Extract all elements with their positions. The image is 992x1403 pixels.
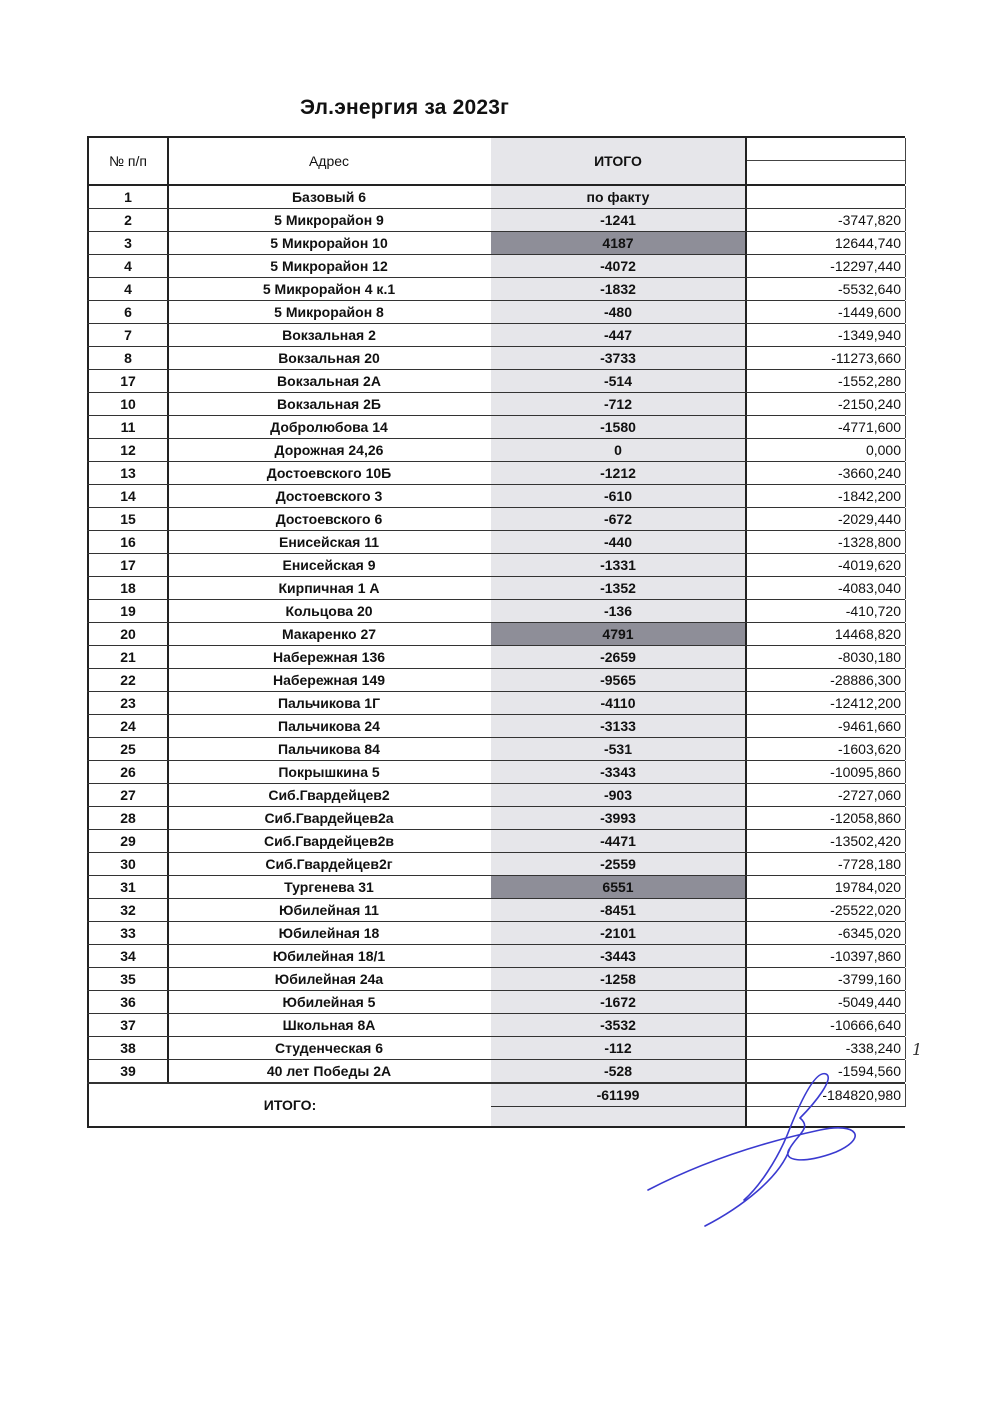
row-address: Достоевского 3	[167, 485, 493, 507]
row-address: Студенческая 6	[167, 1037, 493, 1059]
row-itogo: -514	[491, 370, 747, 392]
row-num: 37	[87, 1014, 169, 1036]
table-row	[87, 830, 905, 853]
table-row	[87, 209, 905, 232]
row-value: -4083,040	[747, 577, 906, 599]
row-num: 28	[87, 807, 169, 829]
row-address: Юбилейная 5	[167, 991, 493, 1013]
row-address: Покрышкина 5	[167, 761, 493, 783]
header-itogo: ИТОГО	[491, 138, 747, 184]
row-num: 12	[87, 439, 169, 461]
row-address: Добролюбова 14	[167, 416, 493, 438]
table-row	[87, 945, 905, 968]
row-num: 20	[87, 623, 169, 645]
row-address: Достоевского 6	[167, 508, 493, 530]
row-value: -12058,860	[747, 807, 906, 829]
row-num: 11	[87, 416, 169, 438]
table-row	[87, 554, 905, 577]
row-itogo: -672	[491, 508, 747, 530]
row-address: Набережная 149	[167, 669, 493, 691]
table-body	[87, 186, 905, 1083]
row-address: Тургенева 31	[167, 876, 493, 898]
row-num: 13	[87, 462, 169, 484]
table-row	[87, 462, 905, 485]
row-itogo: по факту	[491, 186, 747, 208]
row-itogo: -528	[491, 1060, 747, 1082]
row-value: 12644,740	[747, 232, 906, 254]
row-value	[747, 186, 906, 208]
table-row	[87, 853, 905, 876]
row-num: 14	[87, 485, 169, 507]
row-num: 10	[87, 393, 169, 415]
row-address: Вокзальная 20	[167, 347, 493, 369]
row-itogo: -531	[491, 738, 747, 760]
table-row	[87, 623, 905, 646]
row-itogo: -4110	[491, 692, 747, 714]
total-itogo: -61199	[491, 1084, 745, 1107]
row-value: -1552,280	[747, 370, 906, 392]
row-num: 35	[87, 968, 169, 990]
row-itogo: -9565	[491, 669, 747, 691]
table-row	[87, 761, 905, 784]
row-value: -10666,640	[747, 1014, 906, 1036]
row-value: -10095,860	[747, 761, 906, 783]
row-address: Юбилейная 11	[167, 899, 493, 921]
row-num: 34	[87, 945, 169, 967]
row-value: -3799,160	[747, 968, 906, 990]
table-row	[87, 922, 905, 945]
row-num: 6	[87, 301, 169, 323]
row-address: Набережная 136	[167, 646, 493, 668]
row-value: -1603,620	[747, 738, 906, 760]
row-address: 5 Микрорайон 12	[167, 255, 493, 277]
row-value: -1842,200	[747, 485, 906, 507]
row-address: Вокзальная 2Б	[167, 393, 493, 415]
row-address: Пальчикова 1Г	[167, 692, 493, 714]
row-value: -25522,020	[747, 899, 906, 921]
table-row	[87, 301, 905, 324]
table-row	[87, 784, 905, 807]
row-num: 39	[87, 1060, 169, 1082]
energy-table	[87, 136, 905, 1128]
row-num: 15	[87, 508, 169, 530]
row-address: Сиб.Гвардейцев2	[167, 784, 493, 806]
row-itogo: -3343	[491, 761, 747, 783]
row-num: 36	[87, 991, 169, 1013]
row-itogo: -712	[491, 393, 747, 415]
row-itogo: -1331	[491, 554, 747, 576]
row-itogo: -112	[491, 1037, 747, 1059]
row-itogo: -3133	[491, 715, 747, 737]
row-address: Енисейская 9	[167, 554, 493, 576]
table-row	[87, 531, 905, 554]
total-label: ИТОГО:	[87, 1084, 493, 1126]
row-value: -12297,440	[747, 255, 906, 277]
row-itogo: -1258	[491, 968, 747, 990]
row-value: -338,240	[747, 1037, 906, 1059]
row-num: 4	[87, 255, 169, 277]
row-num: 38	[87, 1037, 169, 1059]
row-value: -4019,620	[747, 554, 906, 576]
row-num: 4	[87, 278, 169, 300]
row-itogo: -1352	[491, 577, 747, 599]
row-num: 21	[87, 646, 169, 668]
row-itogo: -3733	[491, 347, 747, 369]
row-num: 17	[87, 554, 169, 576]
row-address: Юбилейная 18	[167, 922, 493, 944]
table-row	[87, 600, 905, 623]
table-row	[87, 186, 905, 209]
row-num: 18	[87, 577, 169, 599]
row-value: -1449,600	[747, 301, 906, 323]
row-num: 23	[87, 692, 169, 714]
row-itogo: -1832	[491, 278, 747, 300]
row-num: 30	[87, 853, 169, 875]
row-itogo: -3532	[491, 1014, 747, 1036]
table-row	[87, 439, 905, 462]
row-address: Достоевского 10Б	[167, 462, 493, 484]
row-itogo: -3443	[491, 945, 747, 967]
row-address: 5 Микрорайон 8	[167, 301, 493, 323]
table-row	[87, 485, 905, 508]
row-value: -12412,200	[747, 692, 906, 714]
row-address: Школьная 8А	[167, 1014, 493, 1036]
table-row	[87, 669, 905, 692]
header-address: Адрес	[167, 138, 493, 184]
row-value: -4771,600	[747, 416, 906, 438]
row-address: Пальчикова 24	[167, 715, 493, 737]
row-num: 8	[87, 347, 169, 369]
row-value: 0,000	[747, 439, 906, 461]
row-address: Базовый 6	[167, 186, 493, 208]
row-value: -3660,240	[747, 462, 906, 484]
row-itogo: -1212	[491, 462, 747, 484]
row-itogo: -8451	[491, 899, 747, 921]
row-itogo: -610	[491, 485, 747, 507]
header-value	[747, 138, 906, 184]
row-value: -28886,300	[747, 669, 906, 691]
row-num: 26	[87, 761, 169, 783]
row-value: -2029,440	[747, 508, 906, 530]
row-value: -1328,800	[747, 531, 906, 553]
table-row	[87, 416, 905, 439]
row-num: 3	[87, 232, 169, 254]
row-itogo: -3993	[491, 807, 747, 829]
row-address: 5 Микрорайон 9	[167, 209, 493, 231]
row-itogo: -447	[491, 324, 747, 346]
row-address: Кирпичная 1 А	[167, 577, 493, 599]
table-row	[87, 370, 905, 393]
row-value: 14468,820	[747, 623, 906, 645]
row-itogo: -2559	[491, 853, 747, 875]
row-address: Дорожная 24,26	[167, 439, 493, 461]
row-value: -1594,560	[747, 1060, 906, 1082]
row-num: 33	[87, 922, 169, 944]
row-itogo: -440	[491, 531, 747, 553]
row-value: -11273,660	[747, 347, 906, 369]
row-value: -5532,640	[747, 278, 906, 300]
row-value: -2150,240	[747, 393, 906, 415]
row-itogo: 0	[491, 439, 747, 461]
row-address: Сиб.Гвардейцев2а	[167, 807, 493, 829]
table-row	[87, 347, 905, 370]
row-num: 1	[87, 186, 169, 208]
row-value: 19784,020	[747, 876, 906, 898]
table-row	[87, 278, 905, 301]
signature-image	[640, 1068, 870, 1238]
row-num: 2	[87, 209, 169, 231]
row-address: Юбилейная 24а	[167, 968, 493, 990]
document-title: Эл.энергия за 2023г	[300, 96, 510, 119]
row-value: -1349,940	[747, 324, 906, 346]
row-value: -8030,180	[747, 646, 906, 668]
table-row	[87, 646, 905, 669]
row-address: Вокзальная 2	[167, 324, 493, 346]
row-itogo: -2659	[491, 646, 747, 668]
table-row	[87, 255, 905, 278]
row-num: 22	[87, 669, 169, 691]
row-itogo: -4072	[491, 255, 747, 277]
row-value: -13502,420	[747, 830, 906, 852]
row-itogo: 6551	[491, 876, 747, 898]
row-itogo: -1580	[491, 416, 747, 438]
row-address: 5 Микрорайон 10	[167, 232, 493, 254]
table-header	[87, 136, 905, 186]
table-row	[87, 393, 905, 416]
row-itogo: -1241	[491, 209, 747, 231]
row-value: -5049,440	[747, 991, 906, 1013]
row-num: 19	[87, 600, 169, 622]
row-itogo: -2101	[491, 922, 747, 944]
row-value: -3747,820	[747, 209, 906, 231]
row-itogo: -136	[491, 600, 747, 622]
table-row	[87, 1014, 905, 1037]
table-row	[87, 715, 905, 738]
row-itogo: -1672	[491, 991, 747, 1013]
row-itogo: 4791	[491, 623, 747, 645]
row-itogo: -480	[491, 301, 747, 323]
row-address: Юбилейная 18/1	[167, 945, 493, 967]
row-num: 25	[87, 738, 169, 760]
row-address: Сиб.Гвардейцев2в	[167, 830, 493, 852]
table-row	[87, 508, 905, 531]
table-row	[87, 876, 905, 899]
row-value: -410,720	[747, 600, 906, 622]
row-num: 27	[87, 784, 169, 806]
row-value: -7728,180	[747, 853, 906, 875]
row-value: -9461,660	[747, 715, 906, 737]
table-row	[87, 232, 905, 255]
table-row	[87, 991, 905, 1014]
table-row	[87, 1037, 905, 1060]
row-num: 32	[87, 899, 169, 921]
row-num: 16	[87, 531, 169, 553]
table-row	[87, 577, 905, 600]
page-mark: 1	[912, 1040, 923, 1059]
row-num: 31	[87, 876, 169, 898]
total-value: -184820,980	[747, 1084, 906, 1107]
row-address: Макаренко 27	[167, 623, 493, 645]
table-row	[87, 968, 905, 991]
row-itogo: -903	[491, 784, 747, 806]
row-address: Енисейская 11	[167, 531, 493, 553]
row-address: Пальчикова 84	[167, 738, 493, 760]
row-address: 40 лет Победы 2А	[167, 1060, 493, 1082]
row-num: 7	[87, 324, 169, 346]
row-num: 29	[87, 830, 169, 852]
row-value: -10397,860	[747, 945, 906, 967]
row-address: Вокзальная 2А	[167, 370, 493, 392]
row-value: -6345,020	[747, 922, 906, 944]
row-address: Сиб.Гвардейцев2г	[167, 853, 493, 875]
row-itogo: -4471	[491, 830, 747, 852]
row-itogo: 4187	[491, 232, 747, 254]
table-row	[87, 324, 905, 347]
row-address: Кольцова 20	[167, 600, 493, 622]
table-row	[87, 692, 905, 715]
row-value: -2727,060	[747, 784, 906, 806]
table-row	[87, 738, 905, 761]
row-num: 24	[87, 715, 169, 737]
table-row	[87, 899, 905, 922]
row-address: 5 Микрорайон 4 к.1	[167, 278, 493, 300]
header-num: № п/п	[87, 138, 169, 184]
table-row	[87, 807, 905, 830]
row-num: 17	[87, 370, 169, 392]
